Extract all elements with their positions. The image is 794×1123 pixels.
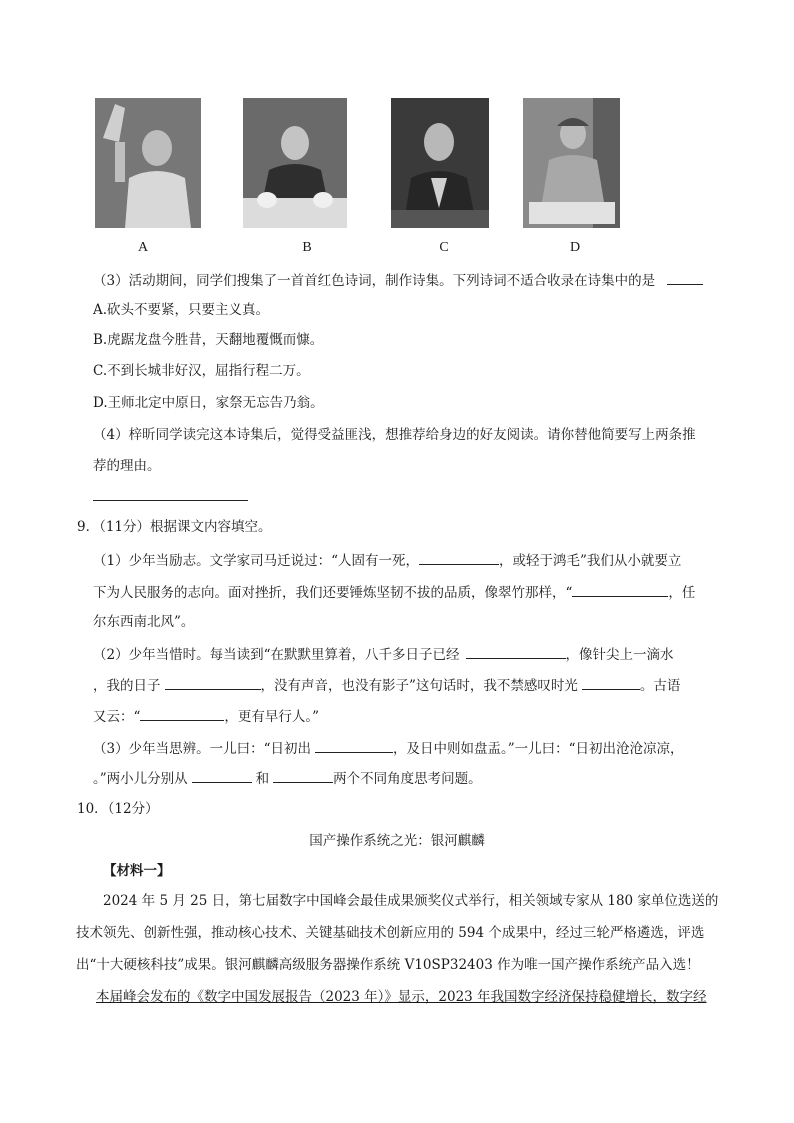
q9-s1-line3: 尔东西南北风”。 (93, 614, 195, 630)
material-label: 【材料一】 (103, 863, 171, 879)
photo-d (523, 98, 620, 228)
photo-row (0, 98, 794, 268)
article-title: 国产操作系统之光：银河麒麟 (309, 833, 485, 849)
q8-sub4-line1: （4）梓昕同学读完这本诗集后，觉得受益匪浅，想推荐给身边的好友阅读。请你替他简要写上两条推 (93, 427, 696, 443)
material-para1-line2: 技术领先、创新性强，推动核心技术、关键基础技术创新应用的 594 个成果中，经过三轮严格遴选，评选 (76, 925, 705, 941)
material-para1-line1: 2024 年 5 月 25 日，第七届数字中国峰会最佳成果颁奖仪式举行，相关领域专家从 180 家单位选送的 (103, 893, 719, 909)
portrait-photo-icon (95, 98, 201, 228)
q8-sub3: （3）活动期间，同学们搜集了一首首红色诗词，制作诗集。下列诗词不适合收录在诗集中的是 (93, 270, 703, 291)
q10-heading: 10．（12分） (77, 801, 159, 817)
q9-blank-8[interactable] (192, 768, 252, 783)
q9-s3-line1: （3）少年当思辨。一儿曰：“日初出 ，及日中则如盘盂。”一儿曰：“日初出沧沧凉凉， (93, 738, 684, 759)
q8-option-a: A.砍头不要紧，只要主义真。 (93, 302, 270, 318)
q9-blank-4[interactable] (165, 675, 261, 690)
q9-s1-line1: （1）少年当励志。文学家司马迁说过：“人固有一死， ，或轻于鸿毛”我们从小就要立 (93, 550, 681, 571)
photo-label-d: D (569, 240, 581, 255)
q9-s3-line2: 。”两小儿分别从 和 两个不同角度思考问题。 (93, 768, 482, 789)
portrait-photo-icon (391, 98, 489, 228)
q8-sub4-answer-line[interactable] (93, 500, 248, 501)
q9-s2-line2: ，我的日子 ，没有声音，也没有影子”这句话时，我不禁感叹时光 。古语 (93, 675, 680, 696)
photo-a (95, 98, 201, 228)
q9-blank-3[interactable] (466, 644, 566, 659)
photo-label-c: C (439, 240, 449, 255)
q8-sub3-blank[interactable] (667, 270, 703, 285)
material-para1-line3: 出“十大硬核科技”成果。银河麒麟高级服务器操作系统 V10SP32403 作为唯一国产操作系统产品入选！ (76, 957, 700, 973)
portrait-photo-icon (243, 98, 347, 228)
q9-blank-2[interactable] (572, 582, 668, 597)
q8-option-c: C.不到长城非好汉，屈指行程二万。 (93, 363, 310, 379)
photo-label-a: A (137, 240, 149, 255)
photo-label-b: B (302, 240, 312, 255)
q9-blank-9[interactable] (273, 768, 333, 783)
portrait-photo-icon (523, 98, 620, 228)
photo-b (243, 98, 347, 228)
q9-s2-line3: 又云：“ ，更有早行人。” (93, 706, 319, 727)
q9-s1-line2: 下为人民服务的志向。面对挫折，我们还要锤炼坚韧不拔的品质，像翠竹那样，“ ，任 (93, 582, 695, 603)
photo-c (391, 98, 489, 228)
q9-blank-1[interactable] (419, 550, 499, 565)
q9-blank-7[interactable] (315, 738, 393, 753)
q8-sub4-line2: 荐的理由。 (93, 458, 161, 474)
q9-heading: 9．（11分）根据课文内容填空。 (77, 519, 272, 535)
q9-blank-6[interactable] (140, 706, 224, 721)
q9-blank-5[interactable] (582, 675, 640, 690)
q9-s2-line1: （2）少年当惜时。每当读到“在默默里算着，八千多日子已经 ，像针尖上一滴水 (93, 644, 674, 665)
q8-option-b: B.虎踞龙盘今胜昔，天翻地覆慨而慷。 (93, 332, 324, 348)
q8-option-d: D.王师北定中原日，家祭无忘告乃翁。 (93, 395, 324, 411)
material-para2-line1: 本届峰会发布的《数字中国发展报告（2023 年）》显示，2023 年我国数字经济保持稳健增长，数字经 (96, 989, 707, 1005)
